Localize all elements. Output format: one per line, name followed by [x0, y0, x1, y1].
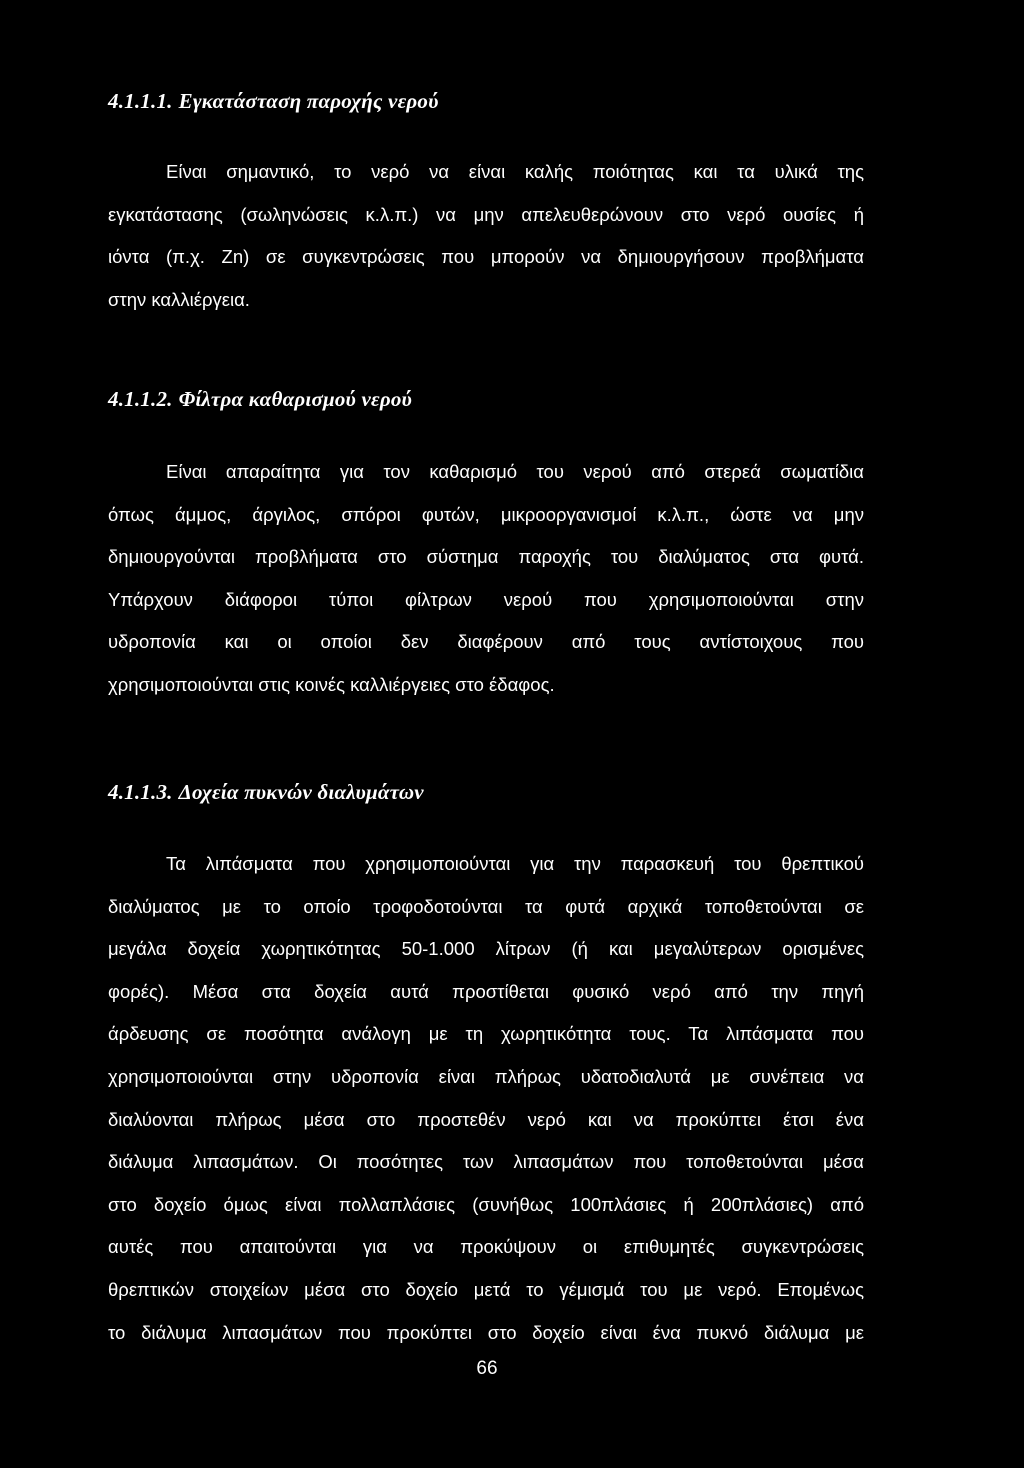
section-heading-water-filters	[108, 387, 412, 412]
section-heading-stock-tanks	[108, 780, 424, 805]
paragraph-line: θρεπτικών στοιχείων μέσα στο δοχείο μετά το γέμισμά του με νερό. Επομένως	[108, 1278, 864, 1300]
paragraph-line: άρδευσης σε ποσότητα ανάλογη με τη χωρητικότητα τους. Τα λιπάσματα που	[108, 1023, 864, 1045]
paragraph-line: διαλύονται πλήρως μέσα στο προστεθέν νερό και να προκύπτει έτσι ένα	[108, 1108, 864, 1130]
paragraph-line: διάλυμα λιπασμάτων. Οι ποσότητες των λιπασμάτων που τοποθετούνται μέσα	[108, 1151, 864, 1173]
section-number: 4.1.1.1.	[108, 89, 173, 113]
paragraph-line: δημιουργούνται προβλήματα στο σύστημα παροχής του διαλύματος στα φυτά.	[108, 546, 864, 568]
paragraph-line: μεγάλα δοχεία χωρητικότητας 50-1.000 λίτρων (ή και μεγαλύτερων ορισμένες	[108, 938, 864, 960]
paragraph-line: το διάλυμα λιπασμάτων που προκύπτει στο δοχείο είναι ένα πυκνό διάλυμα με	[108, 1321, 864, 1343]
section-number: 4.1.1.3.	[108, 780, 173, 804]
page-number: 66	[476, 1358, 498, 1379]
section-number: 4.1.1.2.	[108, 387, 173, 411]
paragraph-line: εγκατάστασης (σωληνώσεις κ.λ.π.) να μην απελευθερώνουν στο νερό ουσίες ή	[108, 203, 864, 225]
paragraph-water-supply	[108, 151, 864, 321]
section-title: Δοχεία πυκνών διαλυμάτων	[178, 780, 424, 804]
paragraph-line: ιόντα (π.χ. Zn) σε συγκεντρώσεις που μπορούν να δημιουργήσουν προβλήματα	[108, 246, 864, 268]
paragraph-line: στην καλλιέργεια.	[108, 288, 250, 310]
paragraph-line: Είναι απαραίτητα για τον καθαρισμό του νερού από στερεά σωματίδια	[166, 461, 864, 482]
section-title: Φίλτρα καθαρισμού νερού	[178, 387, 413, 411]
paragraph-stock-tanks	[108, 843, 864, 1354]
paragraph-line: διαλύματος με το οποίο τροφοδοτούνται τα φυτά αρχικά τοποθετούνται σε	[108, 895, 864, 917]
section-title: Εγκατάσταση παροχής νερού	[178, 89, 439, 113]
paragraph-line: στο δοχείο όμως είναι πολλαπλάσιες (συνήθως 100πλάσιες ή 200πλάσιες) από	[108, 1193, 864, 1215]
paragraph-line: Είναι σημαντικό, το νερό να είναι καλής ποιότητας και τα υλικά της	[166, 161, 864, 182]
paragraph-line: Τα λιπάσματα που χρησιμοποιούνται για την παρασκευή του θρεπτικού	[166, 853, 864, 874]
paragraph-line: Υπάρχουν διάφοροι τύποι φίλτρων νερού που χρησιμοποιούνται στην	[108, 588, 864, 610]
paragraph-water-filters	[108, 451, 864, 707]
paragraph-line: χρησιμοποιούνται στις κοινές καλλιέργειες στο έδαφος.	[108, 673, 555, 695]
section-heading-water-supply	[108, 89, 439, 114]
paragraph-line: χρησιμοποιούνται στην υδροπονία είναι πλήρως υδατοδιαλυτά με συνέπεια να	[108, 1065, 864, 1087]
paragraph-line: αυτές που απαιτούνται για να προκύψουν οι επιθυμητές συγκεντρώσεις	[108, 1236, 864, 1258]
paragraph-line: φορές). Μέσα στα δοχεία αυτά προστίθεται φυσικό νερό από την πηγή	[108, 980, 864, 1002]
paragraph-line: υδροπονία και οι οποίοι δεν διαφέρουν από τους αντίστοιχους που	[108, 631, 864, 653]
paragraph-line: όπως άμμος, άργιλος, σπόροι φυτών, μικροοργανισμοί κ.λ.π., ώστε να μην	[108, 503, 864, 525]
